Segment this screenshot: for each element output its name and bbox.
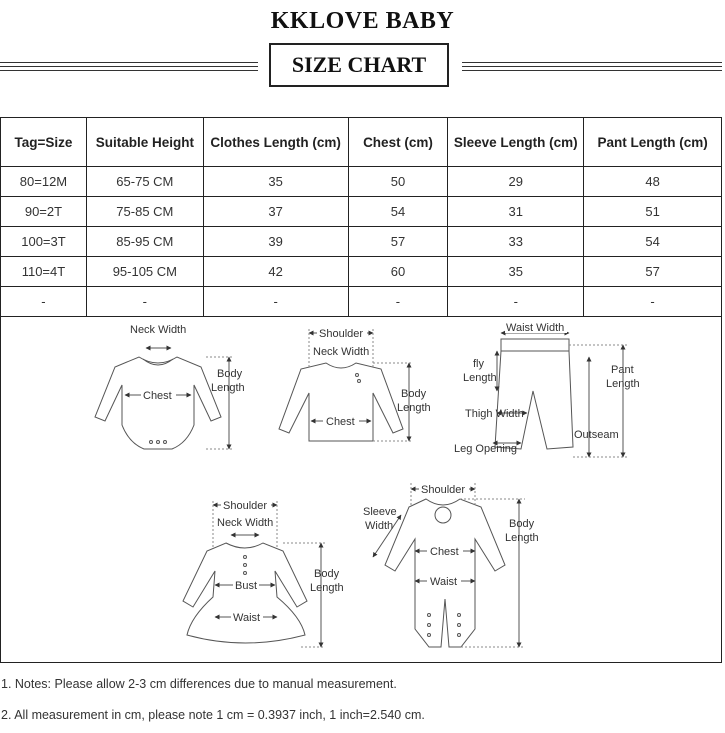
- header-cell: Suitable Height: [86, 118, 203, 167]
- label-length: Length: [463, 372, 497, 384]
- label-thigh-width: Thigh Width: [465, 408, 524, 420]
- label-body: Body: [314, 568, 340, 580]
- table-row: [1, 197, 722, 227]
- size-chart-header: [0, 40, 725, 94]
- table-cell: 35: [203, 167, 348, 197]
- table-cell: 95-105 CM: [86, 257, 203, 287]
- table-cell: 100=3T: [1, 227, 87, 257]
- header-cell: Pant Length (cm): [584, 118, 722, 167]
- label-neck-width: Neck Width: [130, 324, 187, 336]
- table-cell: 65-75 CM: [86, 167, 203, 197]
- size-table: [0, 117, 722, 317]
- label-width: Width: [365, 520, 394, 532]
- label-shoulder: Shoulder: [319, 328, 364, 340]
- table-cell: 50: [348, 167, 448, 197]
- label-neck-width: Neck Width: [217, 517, 274, 529]
- label-shoulder: Shoulder: [421, 484, 466, 496]
- label-sleeve: Sleeve: [363, 506, 397, 518]
- table-cell: 42: [203, 257, 348, 287]
- label-length: Length: [606, 378, 640, 390]
- table-cell: 37: [203, 197, 348, 227]
- divider-right: [462, 66, 722, 67]
- table-cell: -: [86, 287, 203, 317]
- table-row: [1, 287, 722, 317]
- label-body: Body: [509, 518, 535, 530]
- table-row: [1, 227, 722, 257]
- label-shoulder: Shoulder: [223, 500, 268, 512]
- label-waist: Waist: [233, 612, 261, 624]
- table-row: [1, 167, 722, 197]
- table-cell: 60: [348, 257, 448, 287]
- table-cell: 54: [584, 227, 722, 257]
- table-cell: 54: [348, 197, 448, 227]
- table-cell: 90=2T: [1, 197, 87, 227]
- label-waist-width: Waist Width: [506, 322, 565, 334]
- pants-illustration: [495, 339, 573, 449]
- brand-title: KKLOVE BABY: [270, 8, 455, 34]
- divider-right: [462, 62, 722, 63]
- label-chest: Chest: [326, 416, 355, 428]
- label-outseam: Outseam: [574, 429, 619, 441]
- table-cell: 110=4T: [1, 257, 87, 287]
- table-header-row: [1, 118, 722, 167]
- label-body: Body: [217, 368, 243, 380]
- table-cell: 48: [584, 167, 722, 197]
- label-length: Length: [310, 582, 344, 594]
- divider-right: [462, 70, 722, 71]
- header-cell: Chest (cm): [348, 118, 448, 167]
- notes-section: [0, 662, 722, 722]
- label-fly: fly: [473, 358, 484, 370]
- note-line: 1. Notes: Please allow 2-3 cm differences due to manual measurement.: [1, 677, 397, 691]
- label-leg-opening: Leg Opening: [454, 443, 517, 455]
- romper-illustration: [385, 499, 505, 647]
- table-cell: 85-95 CM: [86, 227, 203, 257]
- label-chest: Chest: [430, 546, 459, 558]
- table-row: [1, 257, 722, 287]
- table-cell: 31: [448, 197, 584, 227]
- bodysuit-illustration: [95, 357, 221, 449]
- divider-left: [0, 66, 258, 67]
- label-body: Body: [401, 388, 427, 400]
- garment-illustrations: [1, 317, 721, 663]
- table-cell: -: [448, 287, 584, 317]
- header-cell: Clothes Length (cm): [203, 118, 348, 167]
- table-cell: -: [1, 287, 87, 317]
- divider-left: [0, 62, 258, 63]
- table-cell: 51: [584, 197, 722, 227]
- label-waist: Waist: [430, 576, 458, 588]
- table-cell: -: [203, 287, 348, 317]
- table-cell: 29: [448, 167, 584, 197]
- dress-illustration: [183, 543, 307, 643]
- label-chest: Chest: [143, 390, 172, 402]
- table-cell: 57: [584, 257, 722, 287]
- label-length: Length: [397, 402, 431, 414]
- label-pant: Pant: [611, 364, 634, 376]
- table-cell: -: [348, 287, 448, 317]
- table-cell: 80=12M: [1, 167, 87, 197]
- label-length: Length: [505, 532, 539, 544]
- table-cell: 39: [203, 227, 348, 257]
- table-cell: 33: [448, 227, 584, 257]
- table-cell: 75-85 CM: [86, 197, 203, 227]
- label-length: Length: [211, 382, 245, 394]
- note-line: 2. All measurement in cm, please note 1 cm = 0.3937 inch, 1 inch=2.540 cm.: [1, 708, 425, 722]
- header-cell: Sleeve Length (cm): [448, 118, 584, 167]
- table-cell: 57: [348, 227, 448, 257]
- table-cell: -: [584, 287, 722, 317]
- shirt-illustration: [279, 363, 403, 441]
- measurement-diagrams: [0, 317, 722, 663]
- label-bust: Bust: [235, 580, 258, 592]
- divider-left: [0, 70, 258, 71]
- page-title: SIZE CHART: [269, 43, 449, 87]
- table-cell: 35: [448, 257, 584, 287]
- header-cell: Tag=Size: [1, 118, 87, 167]
- label-neck-width: Neck Width: [313, 346, 370, 358]
